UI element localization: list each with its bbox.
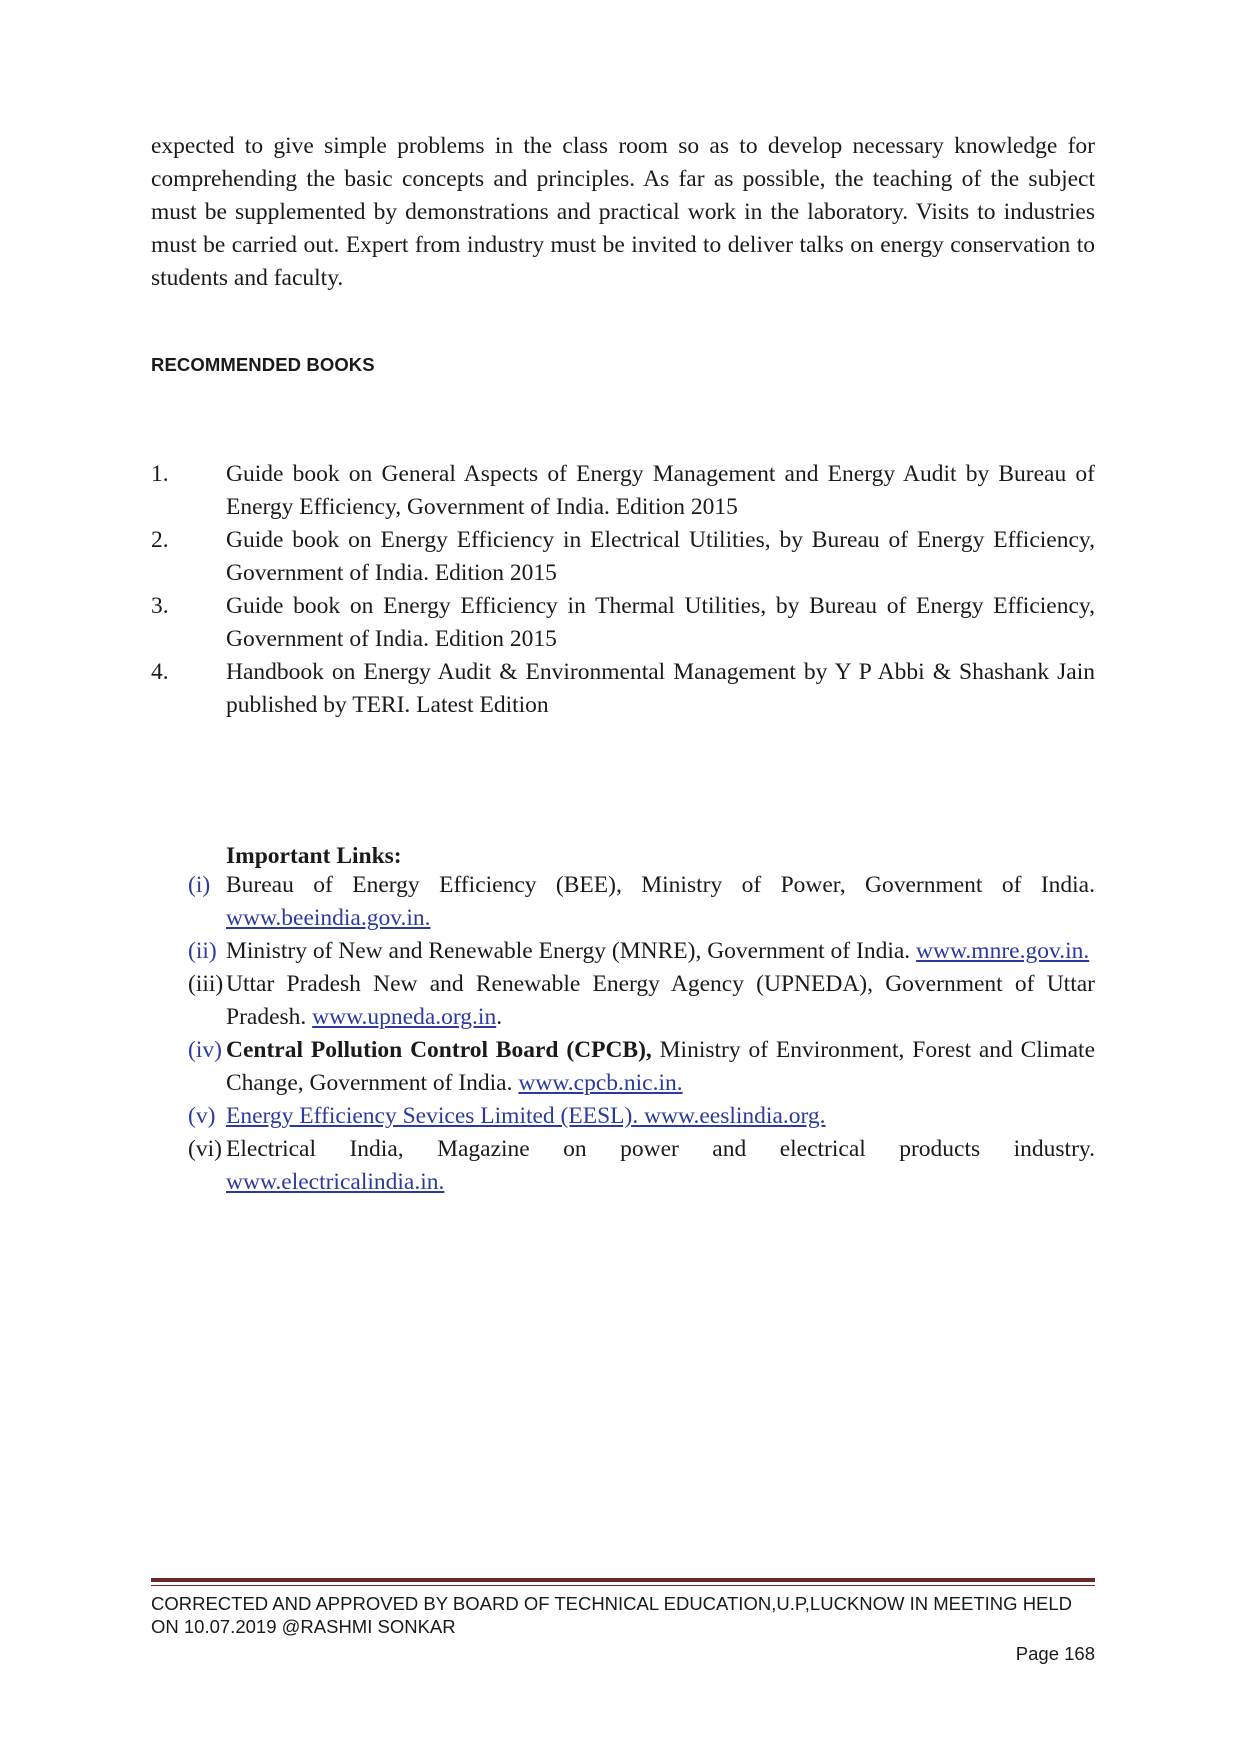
book-number: 1. (151, 461, 169, 487)
link-description: Ministry of Environment, Forest and Climate Change, Government of India. (226, 1037, 1095, 1096)
link-marker: (iv) (188, 1037, 222, 1063)
link-marker: (vi) (188, 1136, 222, 1162)
link-bold-title: Central Pollution Control Board (CPCB), (226, 1037, 652, 1063)
electricalindia-website-link[interactable]: www.electricalindia.in. (226, 1169, 445, 1195)
link-item (188, 1100, 1095, 1133)
link-description: Bureau of Energy Efficiency (BEE), Ministry of Power, Government of India. (226, 872, 1095, 898)
bee-website-link[interactable]: www.beeindia.gov.in. (226, 905, 431, 931)
eesl-website-link[interactable]: Energy Efficiency Sevices Limited (EESL). www.eeslindia.org. (226, 1103, 826, 1129)
book-text: Guide book on Energy Efficiency in Electrical Utilities, by Bureau of Energy Efficiency, Government of India. Edition 2015 (226, 527, 1095, 586)
important-links-list (188, 869, 1095, 1199)
link-description: Electrical India, Magazine on power and electrical products industry. (226, 1136, 1095, 1162)
book-text: Handbook on Energy Audit & Environmental Management by Y P Abbi & Shashank Jain published by TERI. Latest Edition (226, 659, 1095, 718)
book-number: 2. (151, 527, 169, 553)
recommended-books-list (151, 458, 1095, 722)
book-text: Guide book on Energy Efficiency in Thermal Utilities, by Bureau of Energy Efficiency, Government of India. Edition 2015 (226, 593, 1095, 652)
link-item (188, 869, 1095, 935)
link-item (188, 1034, 1095, 1100)
link-description: Ministry of New and Renewable Energy (MNRE), Government of India. (226, 938, 911, 964)
link-item (188, 1133, 1095, 1199)
important-links-heading: Important Links: (226, 843, 402, 869)
link-item (188, 968, 1095, 1034)
link-suffix: . (496, 1004, 503, 1030)
book-text: Guide book on General Aspects of Energy Management and Energy Audit by Bureau of Energy Efficiency, Government of India. Edition 2015 (226, 461, 1095, 520)
link-marker: (iii) (188, 971, 224, 997)
book-item (151, 524, 1095, 590)
link-marker: (v) (188, 1103, 216, 1129)
book-item (151, 656, 1095, 722)
intro-paragraph: expected to give simple problems in the class room so as to develop necessary knowledge for comprehending the basic concepts and principles. As far as possible, the teaching of the subject must be supplemented by demonstrations and practical work in the laboratory. Visits to industries must be carried out. Expert from industry must be invited to deliver talks on energy conservation to students and faculty. (151, 133, 1095, 291)
cpcb-website-link[interactable]: www.cpcb.nic.in. (518, 1070, 683, 1096)
book-number: 3. (151, 593, 169, 619)
upneda-website-link[interactable]: www.upneda.org.in (312, 1004, 497, 1030)
book-number: 4. (151, 659, 169, 685)
book-item (151, 590, 1095, 656)
link-marker: (ii) (188, 938, 217, 964)
footer-line-1: CORRECTED AND APPROVED BY BOARD OF TECHNICAL EDUCATION,U.P,LUCKNOW IN MEETING HELD (151, 1593, 1073, 1614)
footer-approval-note (151, 1592, 1095, 1638)
page-number: Page 168 (1015, 1643, 1095, 1664)
mnre-website-link[interactable]: www.mnre.gov.in. (916, 938, 1090, 964)
link-item (188, 935, 1095, 968)
footer-divider-thin (151, 1585, 1095, 1586)
recommended-books-heading: RECOMMENDED BOOKS (151, 354, 375, 375)
footer-divider (151, 1578, 1095, 1582)
link-description: Uttar Pradesh New and Renewable Energy Agency (UPNEDA), Government of Uttar Pradesh. (226, 971, 1095, 1030)
link-marker: (i) (188, 872, 211, 898)
footer-line-2: ON 10.07.2019 @RASHMI SONKAR (151, 1616, 456, 1637)
book-item (151, 458, 1095, 524)
